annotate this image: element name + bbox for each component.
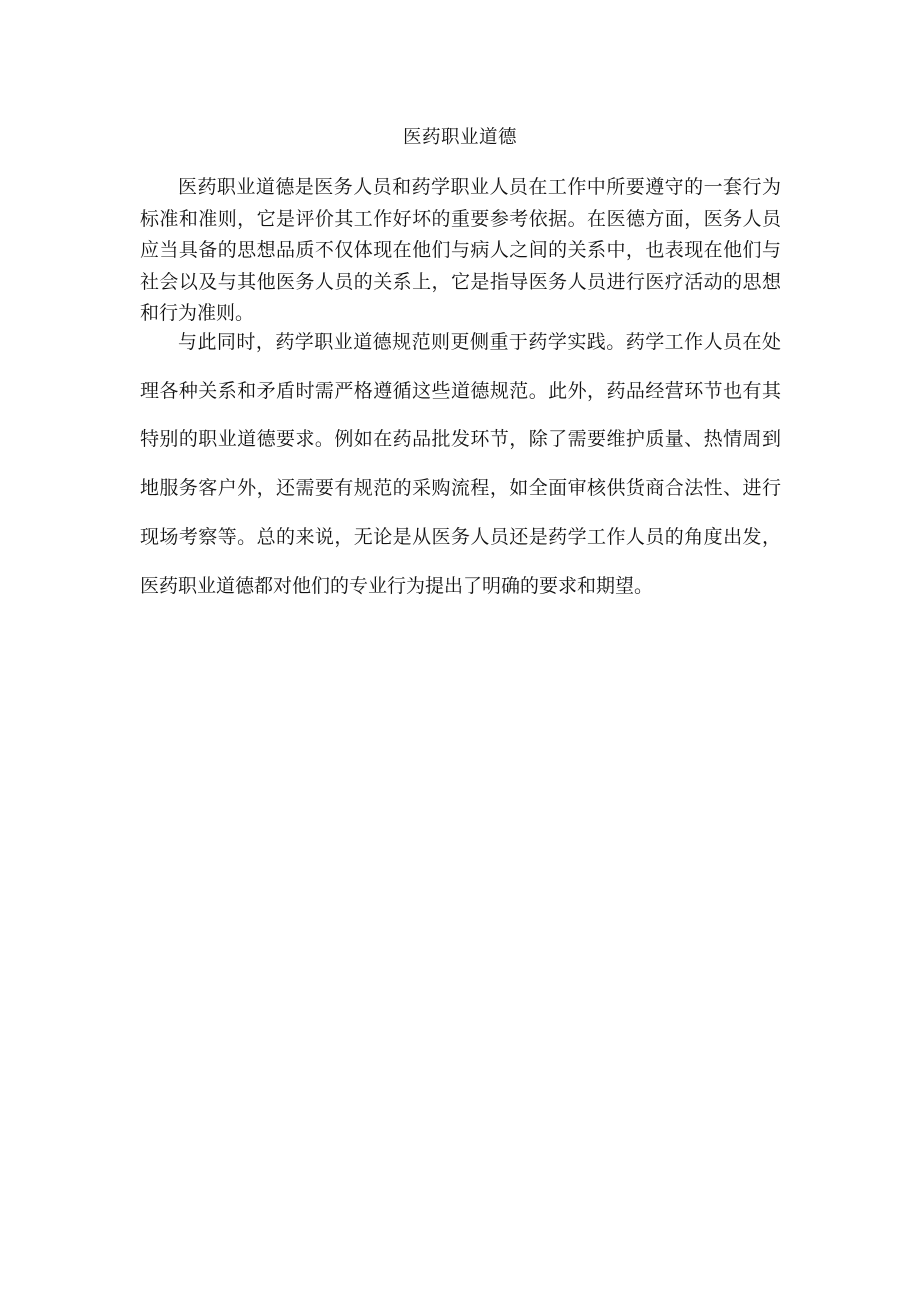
document-title: 医药职业道德 [402, 127, 517, 148]
paragraph-medical-ethics: 医药职业道德是医务人员和药学职业人员在工作中所要遵守的一套行为标准和准则，它是评价其工作好坏的重要参考依据。在医德方面，医务人员应当具备的思想品质不仅体现在他们与病人之间的关系中，也表现在他们与社会以及与其他医务人员的关系上，它是指导医务人员进行医疗活动的思想和行为准则。 [140, 176, 781, 324]
paragraph-pharmacy-ethics: 与此同时，药学职业道德规范则更侧重于药学实践。药学工作人员在处理各种关系和矛盾时需严格遵循这些道德规范。此外，药品经营环节也有其特别的职业道德要求。例如在药品批发环节，除了需要维护质量、热情周到地服务客户外，还需要有规范的采购流程，如全面审核供货商合法性、进行现场考察等。总的来说，无论是从医务人员还是药学工作人员的角度出发，医药职业道德都对他们的专业行为提出了明确的要求和期望。 [140, 331, 781, 597]
